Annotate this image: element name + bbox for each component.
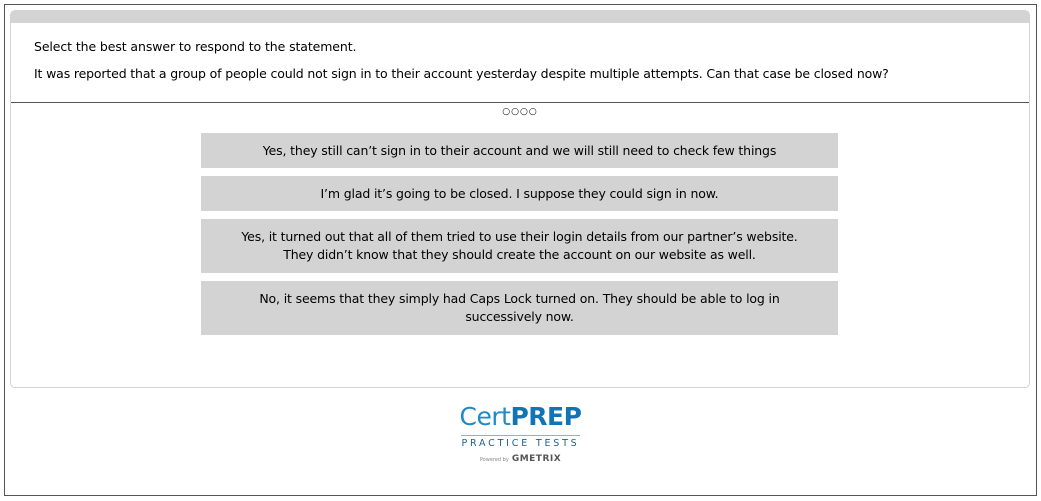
question-statement: It was reported that a group of people could not sign in to their account yesterday despite multiple attempts. Can that case be closed now? — [34, 66, 889, 81]
logo-wordmark — [5, 403, 1036, 431]
certprep-logo — [5, 403, 1036, 464]
answer-option-label: I’m glad it’s going to be closed. I suppose they could sign in now. — [320, 185, 719, 201]
app-frame — [4, 4, 1037, 496]
answer-option-2[interactable] — [201, 176, 838, 211]
logo-wordmark-light: Cert — [459, 402, 511, 431]
answer-option-label: No, it seems that they simply had Caps Lock turned on. They should be able to log in successively now. — [259, 291, 780, 324]
logo-wordmark-bold: PREP — [510, 402, 582, 431]
answer-option-4[interactable] — [201, 281, 838, 335]
powered-by-prefix: Powered by — [479, 457, 509, 463]
card-top-bar — [11, 11, 1029, 23]
question-instruction: Select the best answer to respond to the statement. — [34, 39, 357, 54]
logo-powered-by — [5, 454, 1036, 464]
logo-subtitle: PRACTICE TESTS — [461, 435, 579, 449]
answer-option-1[interactable] — [201, 133, 838, 168]
question-card — [10, 10, 1030, 388]
answer-option-label: Yes, it turned out that all of them tried to use their login details from our partner’s website. They didn’t know that they should create the account on our website as well. — [241, 229, 798, 262]
answer-option-label: Yes, they still can’t sign in to their account and we will still need to check few things — [262, 142, 777, 158]
powered-by-brand: GMETRIX — [511, 454, 562, 464]
answer-list — [201, 133, 838, 343]
answer-option-3[interactable] — [201, 219, 838, 273]
question-indicator-dots: ○○○○ — [502, 107, 538, 117]
divider — [11, 102, 1029, 103]
